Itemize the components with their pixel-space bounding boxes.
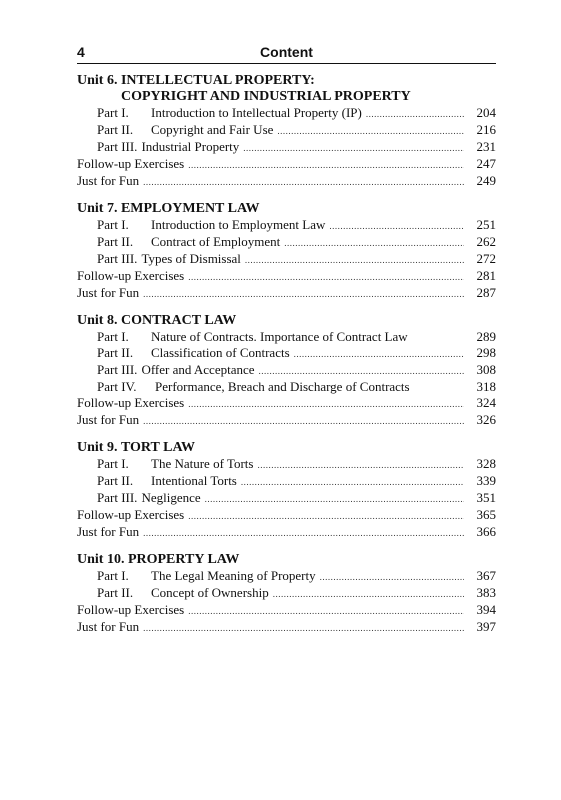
toc-unit (77, 552, 496, 636)
toc-unit (77, 313, 496, 429)
unit-title-line: PROPERTY LAW (127, 552, 240, 567)
entry-page-number: 397 (476, 619, 496, 634)
part-label: Part I. (97, 456, 129, 471)
unit-title (121, 73, 496, 105)
dot-leader (243, 140, 464, 156)
dot-leader (259, 363, 464, 379)
entry-page-number: 367 (476, 568, 496, 583)
toc-part-entry[interactable] (77, 139, 496, 156)
unit-heading (77, 73, 496, 105)
entry-title: Just for Fun (77, 619, 140, 634)
entry-title: Introduction to Intellectual Property (IP) (151, 105, 362, 120)
toc-section-entry[interactable] (77, 173, 496, 190)
part-label: Part I. (97, 329, 129, 344)
unit-number: Unit 9. (77, 440, 118, 455)
dot-leader (188, 269, 464, 285)
entry-page-number: 326 (476, 412, 496, 427)
toc-part-entry[interactable] (77, 473, 496, 490)
dot-leader (284, 235, 464, 251)
dot-leader (143, 286, 464, 302)
unit-title (121, 201, 496, 217)
toc-part-entry[interactable] (77, 490, 496, 507)
entry-page-number: 247 (476, 156, 496, 171)
dot-leader (143, 620, 464, 636)
entry-page-number: 328 (476, 456, 496, 471)
toc-part-entry[interactable] (77, 362, 496, 379)
unit-number: Unit 8. (77, 313, 118, 328)
toc-section-entry[interactable] (77, 602, 496, 619)
entry-title: Copyright and Fair Use (151, 122, 274, 137)
toc-section-entry[interactable] (77, 395, 496, 412)
toc-section-entry[interactable] (77, 412, 496, 429)
dot-leader (257, 457, 464, 473)
toc-section-entry[interactable] (77, 507, 496, 524)
entry-title: Nature of Contracts. Importance of Contract Law (151, 329, 408, 344)
entry-title: Just for Fun (77, 412, 140, 427)
toc-part-entry[interactable] (77, 585, 496, 602)
toc-unit (77, 201, 496, 302)
toc-part-entry[interactable] (77, 251, 496, 268)
entry-page-number: 287 (476, 285, 496, 300)
part-label: Part I. (97, 568, 129, 583)
entry-page-number: 204 (476, 105, 496, 120)
toc-section-entry[interactable] (77, 268, 496, 285)
entry-page-number: 216 (476, 122, 496, 137)
dot-leader (277, 123, 464, 139)
unit-heading (77, 313, 496, 329)
entry-page-number: 339 (476, 473, 496, 488)
dot-leader (188, 508, 464, 524)
entry-page-number: 365 (476, 507, 496, 522)
part-label: Part II. (97, 585, 134, 600)
part-label: Part III. (97, 139, 138, 154)
part-label: Part II. (97, 234, 134, 249)
toc-part-entry[interactable] (77, 379, 496, 395)
entry-title: Follow-up Exercises (77, 268, 185, 283)
entry-page-number: 308 (476, 362, 496, 377)
entry-title: Follow-up Exercises (77, 602, 185, 617)
entry-page-number: 394 (476, 602, 496, 617)
running-title: Content (260, 44, 313, 60)
entry-page-number: 281 (476, 268, 496, 283)
entry-title: Just for Fun (77, 173, 140, 188)
toc-part-entry[interactable] (77, 329, 496, 345)
entry-title: Follow-up Exercises (77, 156, 185, 171)
unit-title-line: CONTRACT LAW (120, 313, 237, 328)
entry-title: Performance, Breach and Discharge of Contracts (155, 379, 410, 394)
dot-leader (366, 106, 464, 122)
unit-title (121, 313, 496, 329)
entry-title: Follow-up Exercises (77, 507, 185, 522)
unit-title-line: INTELLECTUAL PROPERTY: (120, 73, 315, 88)
dot-leader (143, 413, 464, 429)
toc-section-entry[interactable] (77, 619, 496, 636)
entry-page-number: 289 (476, 329, 496, 344)
part-label: Part IV. (97, 379, 137, 394)
part-label: Part III. (97, 490, 138, 505)
toc-section-entry[interactable] (77, 524, 496, 541)
unit-title (121, 440, 496, 456)
dot-leader (143, 174, 464, 190)
unit-title-line: COPYRIGHT AND INDUSTRIAL PROPERTY (120, 89, 411, 104)
unit-number: Unit 10. (77, 552, 125, 567)
toc-section-entry[interactable] (77, 156, 496, 173)
toc-part-entry[interactable] (77, 456, 496, 473)
dot-leader (143, 525, 464, 541)
entry-page-number: 324 (476, 395, 496, 410)
unit-heading (77, 201, 496, 217)
entry-title: Contract of Employment (151, 234, 281, 249)
table-of-contents (77, 73, 496, 647)
part-label: Part I. (97, 217, 129, 232)
unit-heading (77, 552, 496, 568)
entry-title: Industrial Property (141, 139, 240, 154)
toc-part-entry[interactable] (77, 234, 496, 251)
entry-page-number: 318 (476, 379, 496, 394)
page-number: 4 (77, 44, 85, 60)
entry-page-number: 298 (476, 345, 496, 360)
entry-page-number: 272 (476, 251, 496, 266)
entry-page-number: 251 (476, 217, 496, 232)
toc-part-entry[interactable] (77, 345, 496, 362)
dot-leader (320, 569, 464, 585)
unit-title-line: TORT LAW (120, 440, 196, 455)
entry-title: Concept of Ownership (151, 585, 269, 600)
entry-title: Just for Fun (77, 524, 140, 539)
toc-unit (77, 73, 496, 190)
entry-title: The Legal Meaning of Property (151, 568, 316, 583)
dot-leader (205, 491, 464, 507)
entry-page-number: 351 (476, 490, 496, 505)
dot-leader (273, 586, 464, 602)
entry-title: Types of Dismissal (141, 251, 241, 266)
part-label: Part III. (97, 251, 138, 266)
dot-leader (294, 346, 464, 362)
part-label: Part I. (97, 105, 129, 120)
toc-part-entry[interactable] (77, 568, 496, 585)
dot-leader (245, 252, 464, 268)
unit-title (128, 552, 496, 568)
entry-page-number: 249 (476, 173, 496, 188)
unit-number: Unit 7. (77, 201, 118, 216)
entry-title: Negligence (141, 490, 201, 505)
entry-page-number: 231 (476, 139, 496, 154)
entry-title: Introduction to Employment Law (151, 217, 326, 232)
unit-number: Unit 6. (77, 73, 118, 88)
toc-unit (77, 440, 496, 541)
entry-page-number: 383 (476, 585, 496, 600)
entry-title: Classification of Contracts (151, 345, 290, 360)
dot-leader (188, 157, 464, 173)
dot-leader (241, 474, 464, 490)
entry-title: Intentional Torts (151, 473, 237, 488)
part-label: Part II. (97, 473, 134, 488)
entry-title: The Nature of Torts (151, 456, 254, 471)
dot-leader (188, 603, 464, 619)
entry-title: Just for Fun (77, 285, 140, 300)
part-label: Part III. (97, 362, 138, 377)
dot-leader (188, 396, 464, 412)
page-header (77, 41, 496, 64)
entry-page-number: 366 (476, 524, 496, 539)
part-label: Part II. (97, 345, 134, 360)
toc-part-entry[interactable] (77, 217, 496, 234)
toc-section-entry[interactable] (77, 285, 496, 302)
unit-heading (77, 440, 496, 456)
entry-title: Follow-up Exercises (77, 395, 185, 410)
toc-part-entry[interactable] (77, 122, 496, 139)
toc-part-entry[interactable] (77, 105, 496, 122)
unit-title-line: EMPLOYMENT LAW (120, 201, 260, 216)
entry-page-number: 262 (476, 234, 496, 249)
dot-leader (329, 218, 464, 234)
entry-title: Offer and Acceptance (141, 362, 255, 377)
part-label: Part II. (97, 122, 134, 137)
